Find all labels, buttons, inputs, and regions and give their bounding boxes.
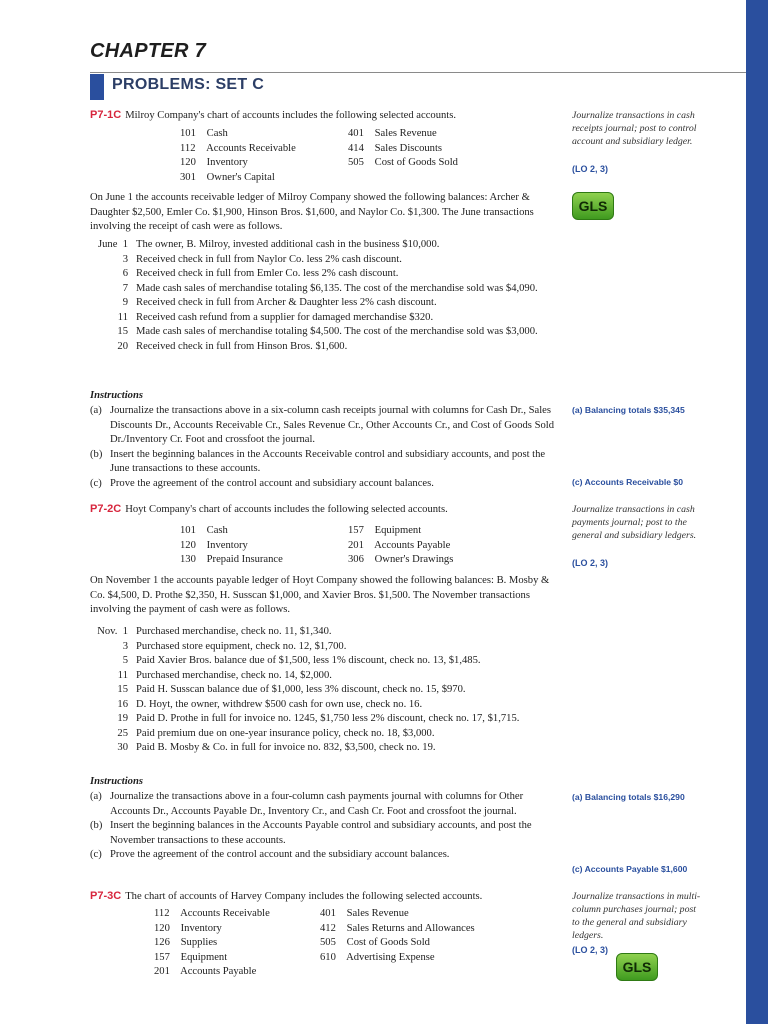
account-row: 412 Sales Returns and Allowances [320,922,475,934]
chapter-rule [90,72,746,73]
p1-side-note: Journalize transactions in cash receipts journal; post to control account and subsidiary ledger. [572,110,697,147]
p1-instructions-heading: Instructions [90,390,143,401]
p1-instructions [90,404,560,491]
instruction-item: (a) Journalize the transactions above in a four-column cash payments journal with columns for Other Accounts Dr., Accounts Payable Dr., Inventory Cr., and Cash Cr. Foot and crossfoot the journal. [90,791,524,817]
account-row: 201 Accounts Payable [154,966,257,977]
p3-intro: P7-3C The chart of accounts of Harvey Company includes the following selected accounts. [90,890,483,902]
transaction-row: 9 Received check in full from Archer & Daughter less 2% cash discount. [122,297,437,308]
account-row: 130 Prepaid Insurance [180,554,283,565]
account-row: 505 Cost of Goods Sold [320,937,430,948]
account-row: 101 Cash [180,525,228,536]
instruction-item: (c) Prove the agreement of the control account and subsidiary account balances. [90,477,434,489]
account-row: 120 Inventory [180,539,248,551]
p2-accounts-left [180,524,283,568]
chapter-title: CHAPTER 7 [90,40,207,62]
transaction-row: 16 D. Hoyt, the owner, withdrew $500 cash for own use, check no. 16. [117,698,423,710]
p3-accounts-right [320,907,475,965]
account-row: 112 Accounts Receivable [180,142,296,154]
transaction-row: 3 Purchased store equipment, check no. 12, $1,700. [122,640,347,652]
transaction-row: 25 Paid premium due on one-year insurance policy, check no. 18, $3,000. [117,727,435,739]
gls-logo: GLS [572,192,614,220]
p2-ledger-text: On November 1 the accounts payable ledger of Hoyt Company showed the following balances: B. Mosby & Co. $4,500, D. Prothe $2,350, H. Susscan $1,000, and Xavier Bros. $1,500. The November transactions involving the payment of cash were as follows. [90,575,550,615]
p2-lo: (LO 2, 3) [572,558,609,568]
page-edge-strip [746,0,768,1024]
p2-instructions-heading: Instructions [90,776,143,787]
p2-answer-c: (c) Accounts Payable $1,600 [572,864,688,874]
section-title: PROBLEMS: SET C [112,76,265,93]
p3-accounts-left [154,907,270,980]
gls-logo: GLS [616,953,658,981]
transaction-row: 19 Paid D. Prothe in full for invoice no. 1245, $1,750 less 2% discount, check no. 17, $1,715. [117,713,520,724]
instruction-item: (c) Prove the agreement of the control account and the subsidiary account balances. [90,849,450,860]
p3-lo: (LO 2, 3) [572,945,609,955]
account-row: 101 Cash [180,128,228,139]
account-row: 414 Sales Discounts [348,142,443,154]
transaction-row: 6 Received check in full from Emler Co. less 2% cash discount. [122,268,399,279]
p2-instructions [90,790,560,863]
account-row: 505 Cost of Goods Sold [348,157,458,168]
p2-id: P7-2C [90,503,122,515]
p1-answer-c: (c) Accounts Receivable $0 [572,477,683,487]
p3-id: P7-3C [90,890,122,902]
account-row: 157 Equipment [154,951,228,963]
transaction-row: 3 Received check in full from Naylor Co. less 2% cash discount. [122,253,402,265]
account-row: 112 Accounts Receivable [154,908,270,919]
account-row: 301 Owner's Capital [180,171,275,183]
account-row: 401 Sales Revenue [348,128,437,139]
p1-id: P7-1C [90,109,122,121]
p1-accounts-right [348,127,458,171]
p1-accounts-left [180,127,296,185]
p2-side-note: Journalize transactions in cash payments journal; post to the general and subsidiary ledgers. [572,504,697,541]
account-row: 306 Owner's Drawings [348,554,454,565]
p1-ledger-text: On June 1 the accounts receivable ledger of Milroy Company showed the following balances: Archer & Daughter $2,500, Emler Co. $1,900, Hinson Bros. $1,600, and Naylor Co. $1,300. The June transactions involving the receipt of cash were as follows. [90,192,534,232]
account-row: 126 Supplies [154,937,218,948]
p1-answer-a: (a) Balancing totals $35,345 [572,405,685,415]
instruction-item: (b) Insert the beginning balances in the Accounts Receivable control and subsidiary accounts, and post the June transactions to these accounts. [90,448,546,474]
p2-transactions [90,625,560,756]
transaction-row: 15 Paid H. Susscan balance due of $1,000, less 3% discount, check no. 15, $970. [117,684,466,695]
p1-lo: (LO 2, 3) [572,164,609,174]
account-row: 201 Accounts Payable [348,539,451,551]
account-row: 157 Equipment [348,525,422,536]
p1-intro: P7-1C Milroy Company's chart of accounts includes the following selected accounts. [90,109,457,121]
instruction-item: (a) Journalize the transactions above in a six-column cash receipts journal with columns for Cash Dr., Sales Discounts Dr., Accounts Receivable Cr., Sales Revenue Cr., Other Accounts Cr., and Cost of Goods Sold Dr./Inventory Cr. Foot and crossfoot the journal. [90,405,555,445]
account-row: 120 Inventory [154,922,222,934]
p3-side-note: Journalize transactions in multi-column purchases journal; post to the general and subsidiary ledgers. [572,891,701,941]
p2-answer-a: (a) Balancing totals $16,290 [572,792,685,802]
account-row: 610 Advertising Expense [320,951,435,963]
transaction-row: June 1 The owner, B. Milroy, invested additional cash in the business $10,000. [97,239,440,250]
p1-transactions [90,238,560,354]
transaction-row: 11 Received cash refund from a supplier for damaged merchandise $320. [117,311,434,323]
account-row: 120 Inventory [180,157,248,168]
p2-intro: P7-2C Hoyt Company's chart of accounts includes the following selected accounts. [90,503,448,515]
transaction-row: 11 Purchased merchandise, check no. 14, $2,000. [117,669,332,681]
account-row: 401 Sales Revenue [320,908,409,919]
transaction-row: 20 Received check in full from Hinson Bros. $1,600. [117,340,348,352]
transaction-row: 30 Paid B. Mosby & Co. in full for invoice no. 832, $3,500, check no. 19. [117,742,436,753]
section-marker [90,74,104,100]
transaction-row: 5 Paid Xavier Bros. balance due of $1,500, less 1% discount, check no. 13, $1,485. [122,655,481,666]
transaction-row: 15 Made cash sales of merchandise totaling $4,500. The cost of the merchandise sold was $3,000. [117,326,538,337]
instruction-item: (b) Insert the beginning balances in the Accounts Payable control and subsidiary accounts, and post the November transactions to these accounts. [90,820,532,846]
transaction-row: Nov. 1 Purchased merchandise, check no. 11, $1,340. [97,626,332,637]
transaction-row: 7 Made cash sales of merchandise totaling $6,135. The cost of the merchandise sold was $4,090. [122,282,538,294]
p2-accounts-right [348,524,453,568]
